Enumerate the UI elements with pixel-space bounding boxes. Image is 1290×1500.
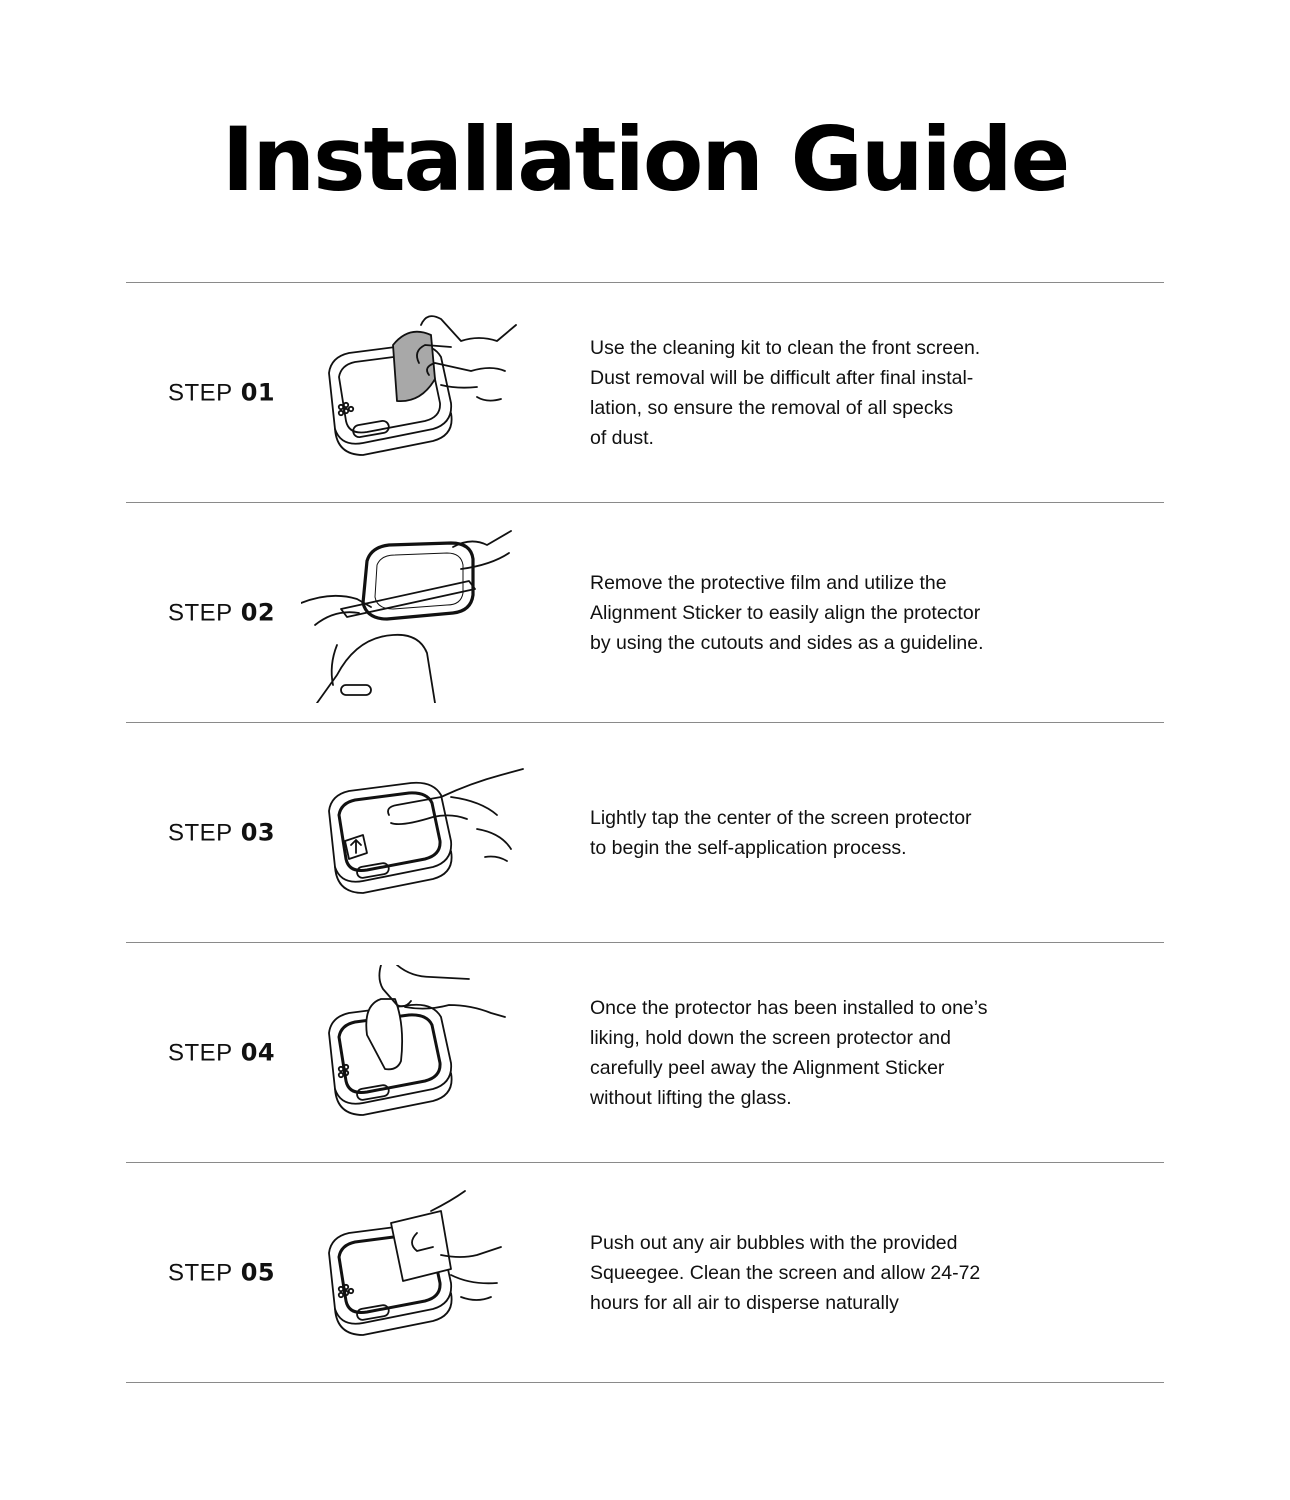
step-word: STEP	[168, 1259, 233, 1286]
step-row	[126, 722, 1164, 942]
peel-alignment-sticker-icon	[301, 965, 536, 1143]
step-number: 01	[240, 378, 276, 406]
cleaning-wipe-on-watch-icon	[301, 305, 536, 483]
step-description: Push out any air bubbles with the provided Squeegee. Clean the screen and allow 24-72 hours for all air to disperse naturally	[590, 1231, 981, 1314]
step-word: STEP	[168, 819, 233, 846]
step-row	[126, 502, 1164, 722]
step-label	[168, 1038, 275, 1067]
step-label	[168, 1258, 275, 1287]
step-description: Remove the protective film and utilize the Alignment Sticker to easily align the protector by using the cutouts and sides as a guideline.	[590, 571, 984, 654]
step-label	[168, 598, 275, 627]
step-row	[126, 942, 1164, 1162]
step-word: STEP	[168, 1039, 233, 1066]
step-description: Lightly tap the center of the screen protector to begin the self-application process.	[590, 806, 972, 859]
step-description: Once the protector has been installed to one’s liking, hold down the screen protector and carefully peel away the Alignment Sticker without lifting the glass.	[590, 996, 988, 1109]
step-label	[168, 818, 275, 847]
bottom-divider	[126, 1382, 1164, 1383]
alignment-sticker-peel-icon	[301, 525, 536, 703]
step-number: 05	[240, 1258, 276, 1286]
step-row	[126, 1162, 1164, 1382]
step-number: 04	[240, 1038, 276, 1066]
steps-list	[126, 282, 1164, 1383]
step-number: 03	[240, 818, 276, 846]
step-label	[168, 378, 275, 407]
step-row	[126, 282, 1164, 502]
squeegee-bubbles-icon	[301, 1185, 536, 1363]
step-word: STEP	[168, 379, 233, 406]
page-title: Installation Guide	[221, 108, 1069, 211]
step-number: 02	[240, 598, 276, 626]
step-word: STEP	[168, 599, 233, 626]
finger-tap-screen-icon	[301, 745, 536, 923]
step-description: Use the cleaning kit to clean the front screen. Dust removal will be difficult after final instal- lation, so ensure the removal of all specks of dust.	[590, 336, 981, 449]
